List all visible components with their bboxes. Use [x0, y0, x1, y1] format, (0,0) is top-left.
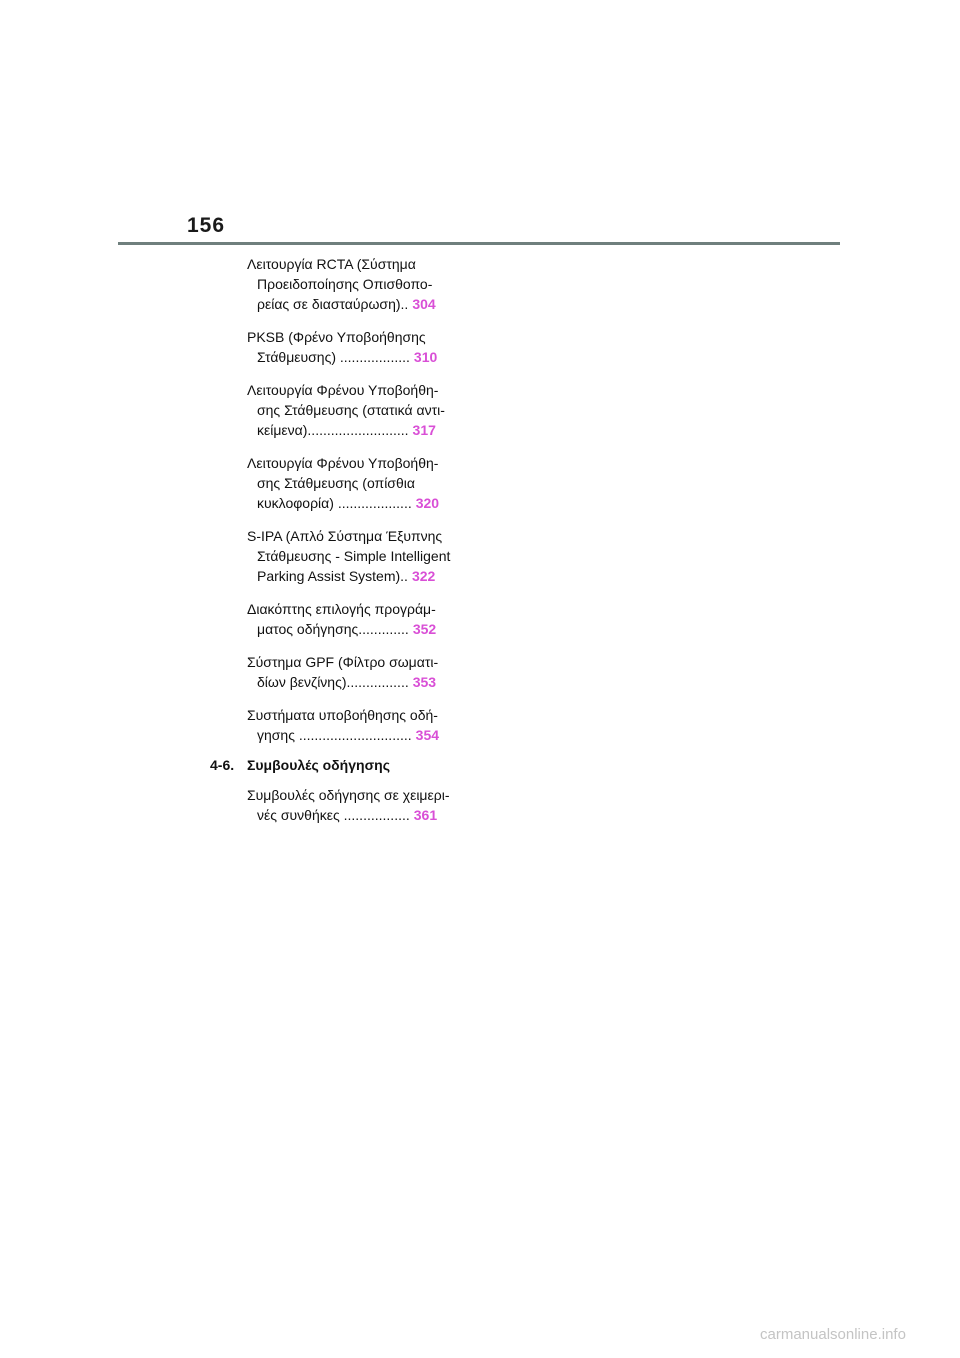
toc-entry-winter-driving[interactable]: [210, 785, 490, 825]
entry-line: Λειτουργία Φρένου Υποβοήθη-: [247, 455, 439, 471]
section-number: 4-6.: [210, 757, 235, 773]
entry-line-last: [247, 347, 490, 367]
page-reference-link[interactable]: 317: [412, 422, 436, 438]
entry-line-last: [247, 566, 490, 586]
entry-line: Διακόπτης επιλογής προγράμ-: [247, 601, 436, 617]
entry-line-last: [247, 420, 490, 440]
section-heading[interactable]: [210, 755, 490, 775]
entry-text: Στάθμευσης) ..................: [257, 349, 410, 365]
entry-text: κυκλοφορία) ...................: [257, 495, 412, 511]
toc-entry-gpf[interactable]: [210, 652, 490, 692]
toc-entry-drive-mode-switch[interactable]: [210, 599, 490, 639]
entry-line: Σύστημα GPF (Φίλτρο σωματι-: [247, 654, 439, 670]
entry-text: νές συνθήκες .................: [257, 807, 410, 823]
page-reference-link[interactable]: 353: [412, 674, 437, 690]
toc-entry-s-ipa[interactable]: [210, 526, 490, 586]
entry-line-last: [247, 805, 490, 825]
entry-line-last: [247, 493, 490, 513]
entry-line: σης Στάθμευσης (στατικά αντι-: [257, 402, 445, 418]
section-title: Συμβουλές οδήγησης: [247, 757, 390, 773]
page-reference-link[interactable]: 354: [415, 727, 440, 743]
entry-line: Στάθμευσης - Simple Intelligent: [257, 548, 451, 564]
entry-line: σης Στάθμευσης (οπίσθια: [257, 475, 415, 491]
page-reference-link[interactable]: 304: [412, 296, 436, 312]
toc-entry-rcta[interactable]: [210, 254, 490, 314]
entry-text: γησης .............................: [257, 727, 412, 743]
entry-text: ρείας σε διασταύρωση)..: [257, 296, 409, 312]
page-reference-link[interactable]: 320: [415, 495, 440, 511]
toc-entry-pksb[interactable]: [210, 327, 490, 367]
page-reference-link[interactable]: 352: [412, 621, 437, 637]
entry-line: PKSB (Φρένο Υποβοήθησης: [247, 329, 426, 345]
table-of-contents: [210, 254, 490, 838]
entry-line: S-IPA (Απλό Σύστημα Έξυπνης: [247, 528, 443, 544]
entry-text: Parking Assist System)..: [257, 568, 408, 584]
toc-entry-driving-assist[interactable]: [210, 705, 490, 745]
entry-line-last: [247, 672, 490, 692]
toc-entry-parking-brake-rear-traffic[interactable]: [210, 453, 490, 513]
entry-line: Λειτουργία RCTA (Σύστημα: [247, 256, 416, 272]
page-number: 156: [187, 214, 226, 237]
toc-entry-parking-brake-static[interactable]: [210, 380, 490, 440]
page-reference-link[interactable]: 310: [413, 349, 438, 365]
page-reference-link[interactable]: 361: [413, 807, 438, 823]
entry-line-last: [247, 294, 490, 314]
entry-line-last: [247, 619, 490, 639]
entry-line: Συστήματα υποβοήθησης οδή-: [247, 707, 438, 723]
entry-line: Συμβουλές οδήγησης σε χειμερι-: [247, 787, 450, 803]
watermark: carmanualsonline.info: [760, 1326, 906, 1343]
entry-text: κείμενα)..........................: [257, 422, 409, 438]
entry-text: ματος οδήγησης.............: [257, 621, 409, 637]
entry-text: δίων βενζίνης)................: [257, 674, 409, 690]
page-reference-link[interactable]: 322: [411, 568, 436, 584]
entry-line-last: [247, 725, 490, 745]
entry-line: Λειτουργία Φρένου Υποβοήθη-: [247, 382, 439, 398]
header-divider: [118, 242, 840, 245]
entry-line: Προειδοποίησης Οπισθοπο-: [257, 276, 433, 292]
